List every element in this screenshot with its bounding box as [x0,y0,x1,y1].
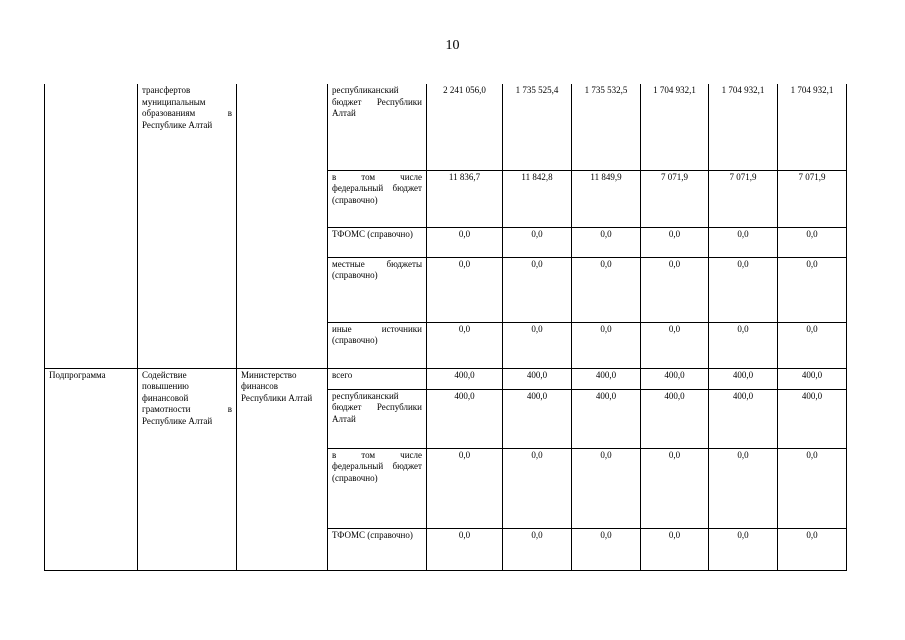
value-cell: 0,0 [641,448,709,528]
subprogram-block [45,368,847,570]
source-cell: ТФОМС (справочно) [328,528,427,570]
value-cell: 400,0 [572,368,641,389]
value-cell: 0,0 [427,448,503,528]
value-cell: 0,0 [778,528,847,570]
value-cell: 0,0 [503,448,572,528]
source-cell: республиканский бюджет Республики Алтай [328,389,427,448]
executor-cell: Министерство финансов Республики Алтай [237,368,328,570]
value-cell: 0,0 [709,528,778,570]
value-cell: 11 836,7 [427,170,503,227]
value-cell: 400,0 [778,389,847,448]
value-cell: 1 735 525,4 [503,84,572,170]
value-cell: 11 849,9 [572,170,641,227]
type-cell: Подпрограмма [45,368,138,570]
executor-cell [237,84,328,368]
value-cell: 0,0 [503,322,572,368]
source-cell: в том числе федеральный бюджет (справочно) [328,448,427,528]
value-cell: 0,0 [572,257,641,322]
value-cell: 2 241 056,0 [427,84,503,170]
name-cell: трансфертов муниципальным образованиям в Республике Алтай [138,84,237,368]
value-cell: 400,0 [503,368,572,389]
value-cell: 0,0 [427,227,503,257]
value-cell: 1 704 932,1 [709,84,778,170]
value-cell: 0,0 [503,227,572,257]
source-cell: ТФОМС (справочно) [328,227,427,257]
value-cell: 0,0 [572,322,641,368]
value-cell: 400,0 [709,368,778,389]
type-cell [45,84,138,368]
value-cell: 0,0 [778,227,847,257]
value-cell: 0,0 [709,322,778,368]
value-cell: 0,0 [709,257,778,322]
value-cell: 0,0 [427,528,503,570]
name-cell: Содействие повышению финансовой грамотности в Республике Алтай [138,368,237,570]
value-cell: 0,0 [709,448,778,528]
value-cell: 0,0 [641,257,709,322]
continued-block [45,84,847,368]
value-cell: 0,0 [503,528,572,570]
value-cell: 0,0 [427,257,503,322]
value-cell: 11 842,8 [503,170,572,227]
value-cell: 400,0 [641,389,709,448]
value-cell: 1 704 932,1 [641,84,709,170]
value-cell: 1 735 532,5 [572,84,641,170]
value-cell: 400,0 [778,368,847,389]
table-row [45,368,847,389]
value-cell: 400,0 [641,368,709,389]
source-cell: местные бюджеты (справочно) [328,257,427,322]
value-cell: 1 704 932,1 [778,84,847,170]
value-cell: 0,0 [778,322,847,368]
budget-table [44,84,847,571]
value-cell: 400,0 [427,389,503,448]
value-cell: 7 071,9 [641,170,709,227]
value-cell: 0,0 [778,257,847,322]
value-cell: 0,0 [572,448,641,528]
value-cell: 0,0 [778,448,847,528]
table-row [45,84,847,170]
source-cell: всего [328,368,427,389]
value-cell: 400,0 [427,368,503,389]
value-cell: 400,0 [709,389,778,448]
source-cell: республиканский бюджет Республики Алтай [328,84,427,170]
value-cell: 400,0 [572,389,641,448]
value-cell: 0,0 [641,227,709,257]
value-cell: 7 071,9 [709,170,778,227]
value-cell: 0,0 [572,227,641,257]
value-cell: 0,0 [641,528,709,570]
value-cell: 0,0 [503,257,572,322]
value-cell: 0,0 [709,227,778,257]
source-cell: иные источники (справочно) [328,322,427,368]
value-cell: 0,0 [427,322,503,368]
value-cell: 0,0 [641,322,709,368]
page-number: 10 [445,38,460,53]
value-cell: 7 071,9 [778,170,847,227]
value-cell: 0,0 [572,528,641,570]
source-cell: в том числе федеральный бюджет (справочно) [328,170,427,227]
value-cell: 400,0 [503,389,572,448]
